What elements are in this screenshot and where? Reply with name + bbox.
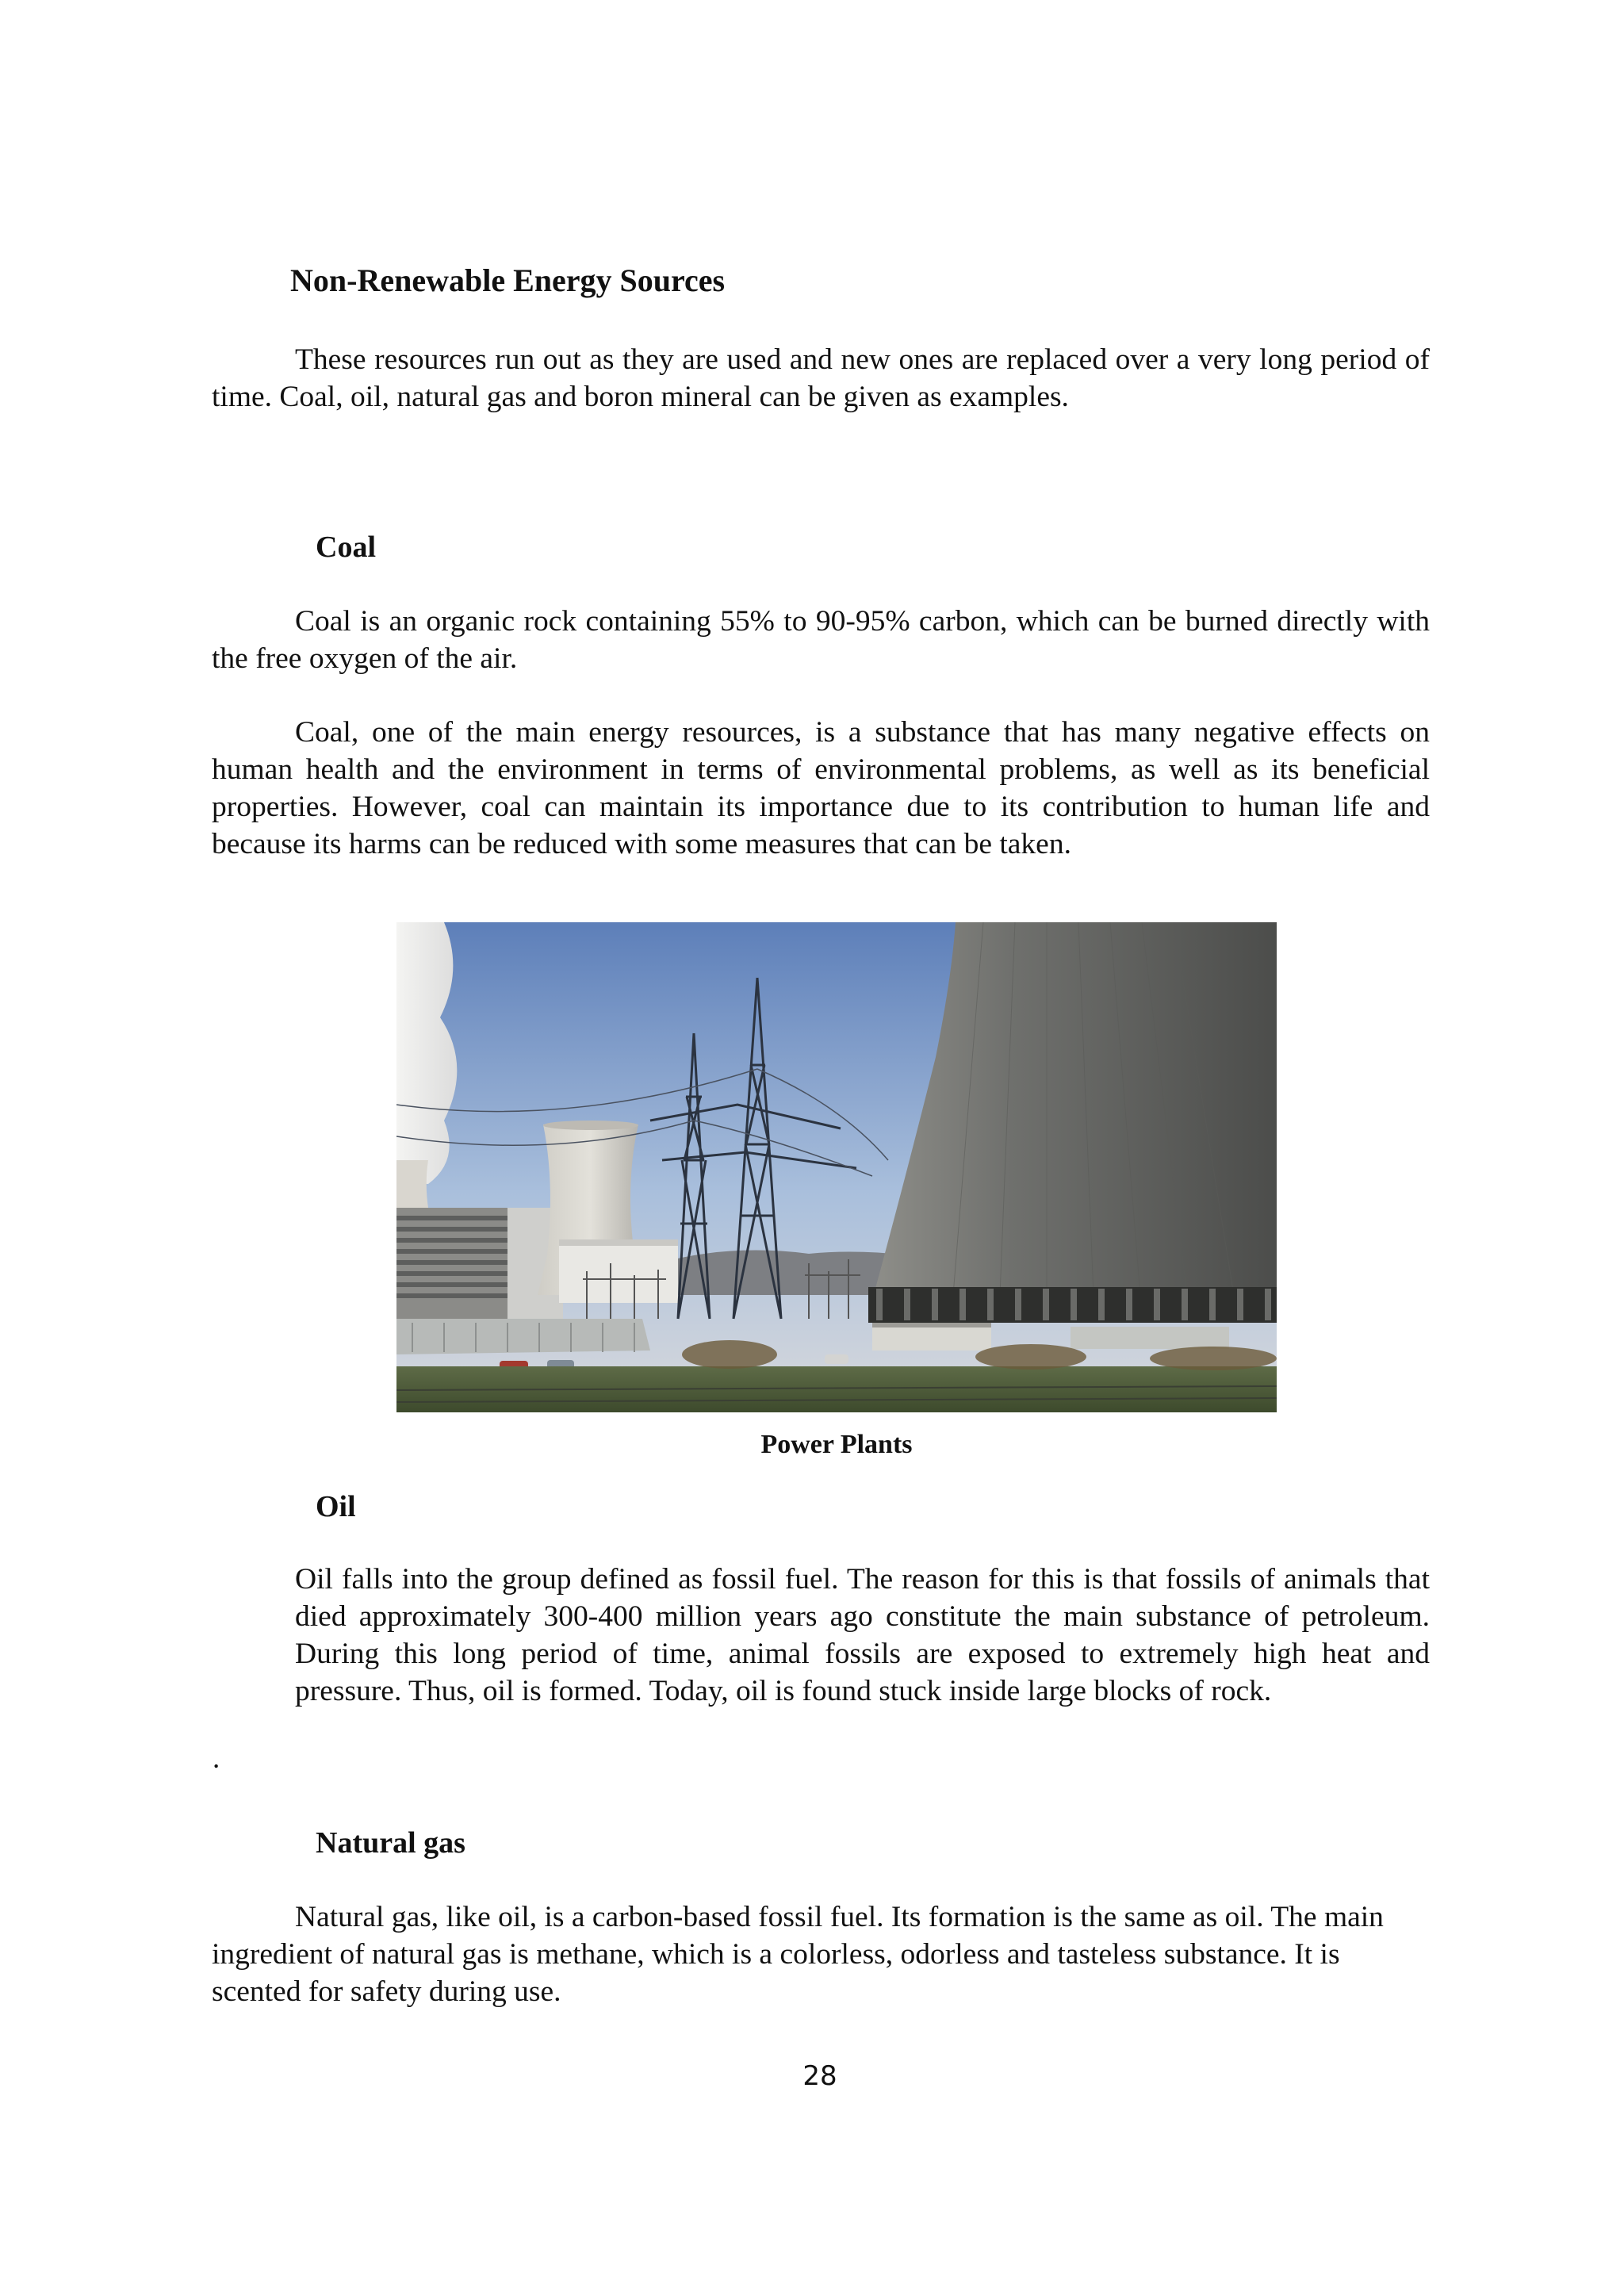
paragraph-non-renewable: These resources run out as they are used and new ones are replaced over a very long period of time. Coal, oil, natural gas and boron mineral can be given as examples. — [212, 343, 1430, 413]
page-number: 28 — [802, 2060, 837, 2092]
section-title-non-renewable: Non-Renewable Energy Sources — [290, 262, 726, 298]
section-title-oil: Oil — [316, 1490, 356, 1523]
power-plants-illustration — [396, 922, 1277, 1412]
section-title-coal: Coal — [316, 531, 376, 564]
paragraph-coal-effects: Coal, one of the main energy resources, is a substance that has many negative effects on human health and the environment in terms of environmental problems, as well as its beneficial properties. However, coal can maintain its importance due to its contribution to human life and because its harms can be reduced with some measures that can be taken. — [212, 716, 1430, 860]
power-plants-photo — [396, 922, 1277, 1412]
figure-caption: Power Plants — [760, 1430, 913, 1459]
paragraph-oil: Oil falls into the group defined as fossil fuel. The reason for this is that fossils of animals that died approximately 300-400 million years ago constitute the main substance of petroleum. During this long period of time, animal fossils are exposed to extremely high heat and pressure. Thus, oil is formed. Today, oil is found stuck inside large blocks of rock. — [295, 1563, 1430, 1707]
paragraph-natural-gas: Natural gas, like oil, is a carbon-based fossil fuel. Its formation is the same as oil. The main ingredient of natural gas is methane, which is a colorless, odorless and tasteless substance. It is scented for safety during use. — [212, 1901, 1384, 2008]
stray-period: . — [213, 1742, 220, 1775]
paragraph-coal-definition: Coal is an organic rock containing 55% to 90-95% carbon, which can be burned directly with the free oxygen of the air. — [212, 605, 1430, 675]
section-title-natural-gas: Natural gas — [316, 1826, 465, 1860]
